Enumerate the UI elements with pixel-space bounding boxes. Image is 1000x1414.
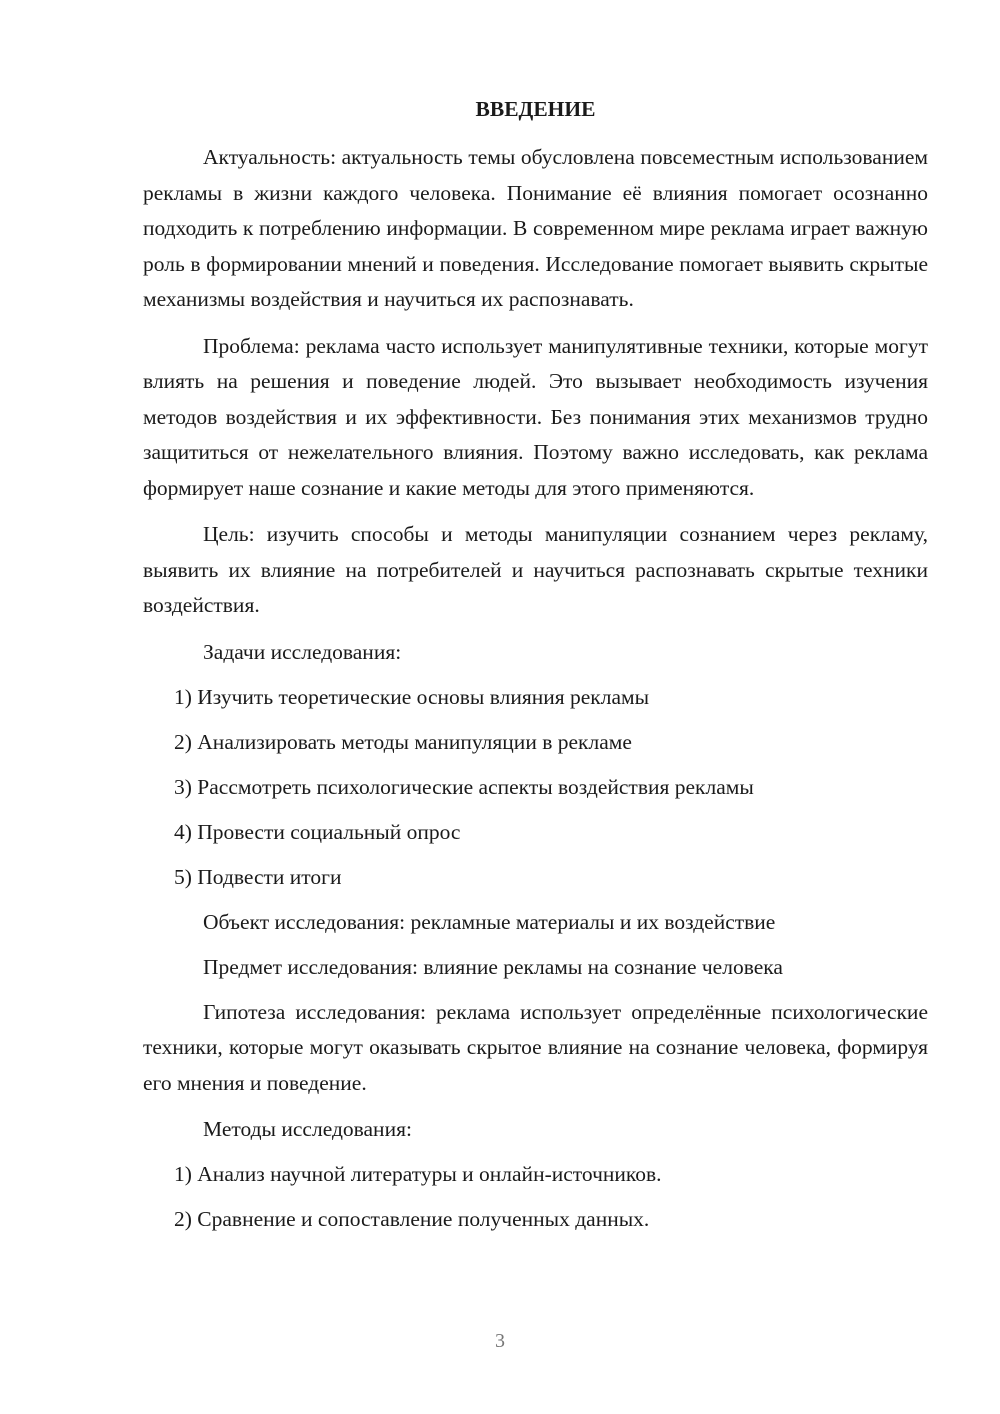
problem-paragraph: Проблема: реклама часто использует манипулятивные техники, которые могут влиять на решения и поведение людей. Это вызывает необходимость изучения методов воздействия и их эффективности. Без понимания этих механизмов трудно защититься от нежелательного влияния. Поэтому важно исследовать, как реклама формирует наше сознание и какие методы для этого применяются. bbox=[143, 333, 928, 500]
research-object: Объект исследования: рекламные материалы и их воздействие bbox=[203, 909, 776, 934]
method-item: 2) Сравнение и сопоставление полученных данных. bbox=[174, 1207, 650, 1231]
task-item: 3) Рассмотреть психологические аспекты воздействия рекламы bbox=[174, 774, 754, 799]
goal-paragraph: Цель: изучить способы и методы манипуляции сознанием через рекламу, выявить их влияние на потребителей и научиться распознавать скрытые техники воздействия. bbox=[143, 522, 928, 617]
relevance-paragraph: Актуальность: актуальность темы обусловлена повсеместным использованием рекламы в жизни каждого человека. Понимание её влияния помогает осознанно подходить к потреблению информации. В современном мире реклама играет важную роль в формировании мнений и поведения. Исследование помогает выявить скрытые механизмы воздействия и научиться их распознавать. bbox=[143, 145, 928, 311]
research-subject: Предмет исследования: влияние рекламы на сознание человека bbox=[203, 954, 783, 979]
methods-list bbox=[143, 1157, 928, 1238]
hypothesis-paragraph: Гипотеза исследования: реклама использует определённые психологические техники, которые могут оказывать скрытое влияние на сознание человека, формируя его мнения и поведение. bbox=[143, 999, 928, 1095]
page-title: ВВЕДЕНИЕ bbox=[475, 97, 596, 121]
task-item: 2) Анализировать методы манипуляции в рекламе bbox=[174, 729, 632, 754]
method-item: 1) Анализ научной литературы и онлайн-источников. bbox=[174, 1162, 662, 1186]
task-item: 1) Изучить теоретические основы влияния рекламы bbox=[174, 684, 650, 709]
tasks-label: Задачи исследования: bbox=[203, 639, 402, 664]
methods-label: Методы исследования: bbox=[203, 1117, 412, 1141]
task-item: 5) Подвести итоги bbox=[174, 864, 342, 889]
tasks-list bbox=[143, 680, 928, 896]
task-item: 4) Провести социальный опрос bbox=[174, 819, 461, 844]
page-number: 3 bbox=[495, 1330, 505, 1352]
page-content bbox=[143, 94, 928, 1247]
